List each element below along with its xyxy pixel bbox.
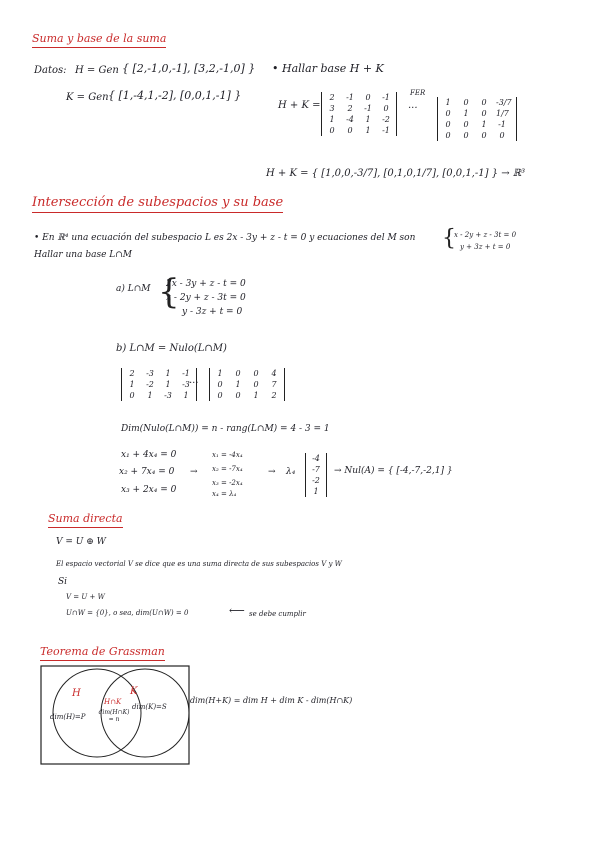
matrix-b-cell: 0 [481,131,487,140]
matrix-a-row [326,103,392,114]
matrix-a-row [326,125,392,136]
matrix-c-cell: 0 [129,391,135,400]
hk-equals-label: H + K = [278,100,321,111]
matrix-b-cell: 0 [481,109,487,118]
matrix-a-cell: 1 [365,126,371,135]
matrix-c-row [126,390,192,401]
matrix-b-cell: 0 [481,98,487,107]
k-vectors-text: [1,-4,1,-2], [0,0,1,-1] [118,89,231,102]
arrow-left-icon: ⟵ [229,604,245,617]
hallar-base-hk: • Hallar base H + K [272,62,384,75]
matrix-b-cell: 0 [499,131,505,140]
cond-2: U∩W = {0}, o sea, dim(U∩W) = 0 [66,609,189,617]
matrix-b-cell: 1 [445,98,451,107]
matrix-d [209,368,285,401]
matrix-d-cell: 0 [217,391,223,400]
sys-a-3: y - 3z + t = 0 [182,307,243,317]
matrix-d-cell: 4 [271,369,277,378]
part-b-label: b) L∩M = Nulo(L∩M) [116,343,227,354]
matrix-b-cell: 0 [463,120,469,129]
venn-hnk-label: H∩K [104,698,122,706]
venn-dim-hnk: dim(H∩K) = n [98,709,130,723]
vec-3: -2 [312,476,320,485]
vector-solution [305,453,327,497]
matrix-a-cell: -1 [382,126,390,135]
matrix-b-row [442,119,512,130]
m-eq-1: x - 2y + z - 3t = 0 [454,231,517,239]
matrix-a-cell: -1 [364,104,372,113]
matrix-c-cell: 1 [183,391,189,400]
m-eq-2: y + 3z + t = 0 [460,243,511,251]
matrix-c-cell: -3 [146,369,154,378]
sys-b-2: x₂ + 7x₄ = 0 [119,467,175,477]
arrow-2: → [268,467,276,477]
sys-b-1: x₁ + 4x₄ = 0 [121,450,177,460]
matrix-c-cell: 1 [129,380,135,389]
datos-label: Datos: [34,65,67,76]
matrix-b-cell: 0 [445,120,451,129]
matrix-a-cell: -1 [346,93,354,102]
section-title-suma-directa: Suma directa [48,513,123,528]
ellipsis-1: ... [408,100,418,111]
dim-line: Dim(Nulo(L∩M)) = n - rang(L∩M) = 4 - 3 = 1 [121,424,330,434]
matrix-d-cell: 0 [253,380,259,389]
section-title-grassman: Teorema de Grassman [40,646,165,661]
matrix-c-cell: -3 [182,380,190,389]
statement-line: • En ℝ⁴ una ecuación del subespacio L es 2x - 3y + z - t = 0 y ecuaciones del M son [34,233,416,243]
vec-1: -4 [312,454,320,463]
matrix-a-row [326,92,392,103]
matrix-d-cell: 2 [271,391,277,400]
matrix-a-cell: 0 [347,126,353,135]
hallar-base-lnm: Hallar una base L∩M [34,250,132,260]
matrix-d-cell: 0 [235,391,241,400]
h-label: H = Gen [75,65,119,76]
matrix-a-cell: -2 [382,115,390,124]
matrix-b-cell: 0 [463,131,469,140]
matrix-d-cell: 1 [217,369,223,378]
lambda-label: λ₄ [286,467,296,477]
null-result: → Nul(A) = { [-4,-7,-2,1] } [334,466,453,476]
sol-1: x₁ = -4x₄ [212,451,243,459]
matrix-b-row [442,130,512,141]
k-label: K = Gen [66,92,109,103]
matrix-a [321,92,397,136]
matrix-b-cell: 1 [463,109,469,118]
h-vectors: { [2,-1,0,-1], [3,2,-1,0] } [122,62,256,75]
matrix-a-cell: 0 [365,93,371,102]
matrix-b [437,97,517,141]
matrix-b-cell: -3/7 [496,98,512,107]
venn-h-label: H [72,688,81,699]
matrix-d-row [214,368,280,379]
part-a-label: a) L∩M [116,284,151,294]
matrix-c-cell: 1 [165,380,171,389]
sys-a-2: x - 2y + z - 3t = 0 [166,293,246,303]
matrix-a-cell: 1 [329,115,335,124]
k-vectors: { [1,-4,1,-2], [0,0,1,-1] } [108,89,242,102]
matrix-b-cell: 0 [445,131,451,140]
matrix-c-cell: -2 [146,380,154,389]
matrix-b-cell: 0 [463,98,469,107]
matrix-b-row [442,108,512,119]
sol-4: x₄ = λ₄ [212,490,237,498]
venn-dim-k: dim(K)=S [132,703,167,711]
h-vectors-text: [2,-1,0,-1], [3,2,-1,0] [132,62,245,75]
arrow-1: → [190,467,198,477]
matrix-a-cell: 0 [329,126,335,135]
matrix-c-row [126,368,192,379]
matrix-d-cell: 0 [217,380,223,389]
matrix-c-cell: -1 [182,369,190,378]
cond-1: V = U + W [66,593,105,601]
sol-2: x₂ = -7x₄ [212,465,243,473]
matrix-a-cell: 0 [383,104,389,113]
ellipsis-2: ... [189,375,199,386]
sys-a-1: 2x - 3y + z - t = 0 [166,279,246,289]
matrix-c [121,368,197,401]
matrix-c-cell: 1 [165,369,171,378]
system-a-brace: { [158,272,180,312]
matrix-c-cell: -3 [164,391,172,400]
direct-sum-desc: El espacio vectorial V se dice que es una suma directa de sus subespacios V y W [56,560,342,568]
matrix-a-row [326,114,392,125]
matrix-d-cell: 1 [253,391,259,400]
sol-3: x₃ = -2x₄ [212,479,243,487]
matrix-d-row [214,379,280,390]
matrix-d-cell: 1 [235,380,241,389]
sys-b-3: x₃ + 2x₄ = 0 [121,485,177,495]
matrix-a-cell: 3 [329,104,335,113]
matrix-b-cell: 1/7 [496,109,509,118]
matrix-a-cell: 1 [365,115,371,124]
matrix-d-cell: 0 [253,369,259,378]
matrix-c-cell: 2 [129,369,135,378]
grassman-formula: dim(H+K) = dim H + dim K - dim(H∩K) [190,696,353,705]
matrix-c-cell: 1 [147,391,153,400]
matrix-b-cell: 0 [445,109,451,118]
matrix-b-row [442,97,512,108]
matrix-c-row [126,379,192,390]
venn-k-label: K [130,686,138,697]
matrix-b-cell: -1 [498,120,506,129]
matrix-a-cell: -4 [346,115,354,124]
matrix-a-cell: 2 [347,104,353,113]
direct-sum-eq: V = U ⊕ W [56,537,106,547]
fer-label: FER [410,89,426,97]
matrix-d-cell: 0 [235,369,241,378]
matrix-d-cell: 7 [271,380,277,389]
m-brace: { [442,226,456,251]
matrix-b-cell: 1 [481,120,487,129]
si-label: Si [58,577,68,587]
note-cumplir: se debe cumplir [249,610,306,618]
matrix-a-cell: 2 [329,93,335,102]
section-title-interseccion: Intersección de subespacios y su base [32,196,283,213]
basis-hk-line: H + K = { [1,0,0,-3/7], [0,1,0,1/7], [0,0,1,-1] } → ℝ³ [266,168,526,179]
matrix-d-row [214,390,280,401]
vec-4: 1 [313,487,319,496]
vec-2: -7 [312,465,320,474]
section-title-suma: Suma y base de la suma [32,33,166,48]
venn-dim-h: dim(H)=P [50,713,86,721]
matrix-a-cell: -1 [382,93,390,102]
